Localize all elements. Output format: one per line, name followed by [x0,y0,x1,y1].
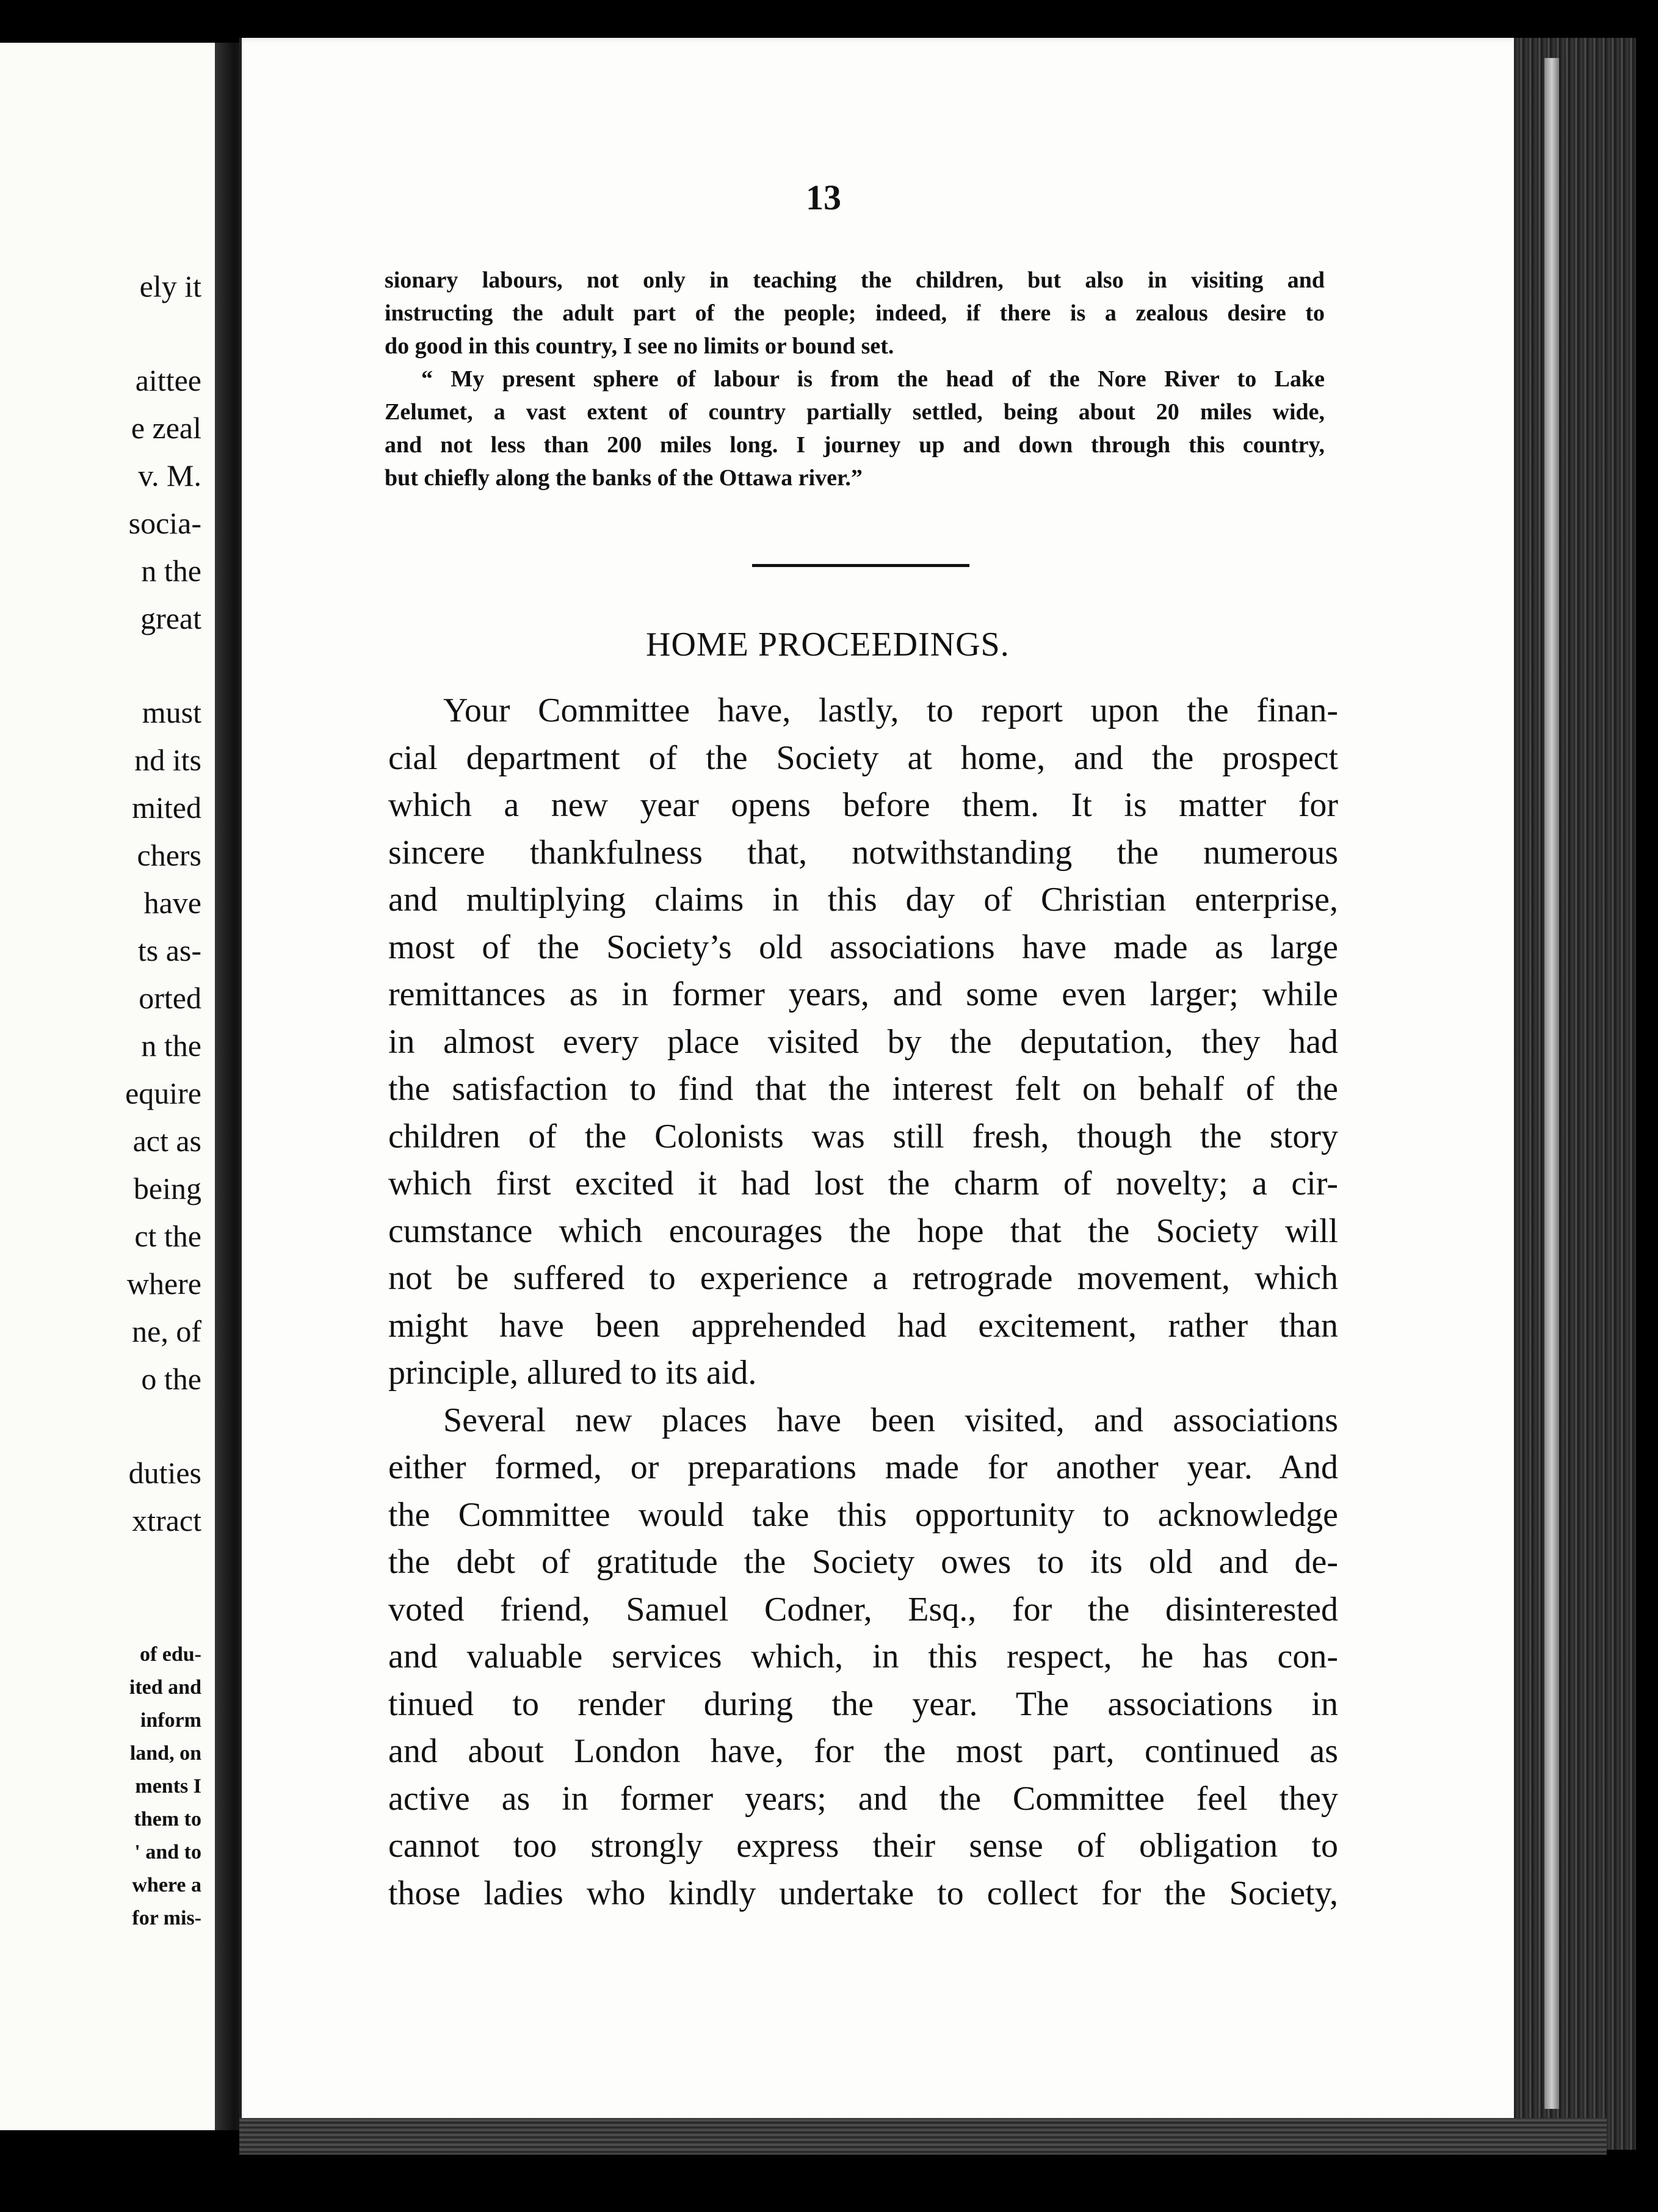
body-line: tinued to render during the year. The associations in [388,1685,1338,1723]
body-line: cannot too strongly express their sense of obligation to [388,1827,1338,1865]
extract-line: instructing the adult part of the people; indeed, if there is a zealous desire to [385,300,1325,326]
extract-line: but chiefly along the banks of the Ottawa river.” [385,465,863,491]
left-page-line: mited [132,790,201,825]
left-page-line: great [140,601,201,635]
body-line: remittances as in former years, and some even larger; while [388,975,1338,1013]
left-page-line: o the [141,1362,201,1396]
left-page-line: duties [128,1456,201,1490]
left-page-line: inform [140,1709,201,1732]
body-line: cial department of the Society at home, and the prospect [388,739,1338,777]
body-line: which a new year opens before them. It is matter for [388,786,1338,824]
body-line: might have been apprehended had excitement, rather than [388,1306,1338,1345]
left-page-line: land, on [129,1742,201,1765]
body-line: not be suffered to experience a retrograde movement, which [388,1259,1338,1297]
body-line: the satisfaction to find that the interest felt on behalf of the [388,1070,1338,1108]
left-page-line: ited and [129,1676,201,1699]
body-line: either formed, or preparations made for another year. And [388,1448,1338,1486]
left-page-line: act as [132,1124,201,1158]
left-page-line: ne, of [132,1314,201,1348]
left-page-line: orted [139,981,201,1015]
body-line: the debt of gratitude the Society owes to its old and de- [388,1543,1338,1581]
body-line: principle, allured to its aid. [388,1354,757,1392]
left-page-line: v. M. [138,458,201,493]
page-stack-edge [1514,38,1636,2150]
left-page-line: ments I [135,1775,201,1798]
left-page-line: aittee [135,363,201,397]
left-page-line: where [126,1267,201,1301]
body-line: and about London have, for the most part, continued as [388,1732,1338,1770]
body-line: Several new places have been visited, and associations [443,1401,1338,1439]
left-page-line: socia- [128,506,201,540]
body-line: active as in former years; and the Committee feel they [388,1779,1338,1818]
left-page-line: ' and to [134,1841,201,1863]
body-line: the Committee would take this opportunity to acknowledge [388,1495,1338,1534]
body-line: most of the Society’s old associations have made as large [388,928,1338,966]
left-page-line: nd its [134,743,201,777]
left-page-line: ts as- [137,933,201,967]
left-page-line: ct the [134,1219,201,1253]
extract-line: Zelumet, a vast extent of country partially settled, being about 20 miles wide, [385,399,1325,425]
left-page-line: chers [137,838,201,872]
left-page-line: being [133,1171,201,1205]
body-line: those ladies who kindly undertake to collect for the Society, [388,1874,1338,1912]
left-page-line: must [142,695,201,729]
body-line: and valuable services which, in this respect, he has con- [388,1638,1338,1675]
body-line: voted friend, Samuel Codner, Esq., for the disinterested [388,1590,1338,1628]
page-bottom-edge [239,2118,1607,2155]
left-page-line: where a [132,1874,201,1896]
left-page-line: xtract [132,1503,201,1538]
body-line: and multiplying claims in this day of Christian enterprise, [388,881,1338,919]
left-page-line: n the [141,1028,201,1063]
body-line: cumstance which encourages the hope that the Society will [388,1212,1338,1250]
left-page-line: ely it [139,269,201,303]
body-line: which first excited it had lost the charm of novelty; a cir- [388,1165,1338,1202]
page-number: 13 [806,178,841,217]
body-line: in almost every place visited by the deputation, they had [388,1022,1338,1061]
body-line: children of the Colonists was still fresh, though the story [388,1117,1338,1155]
left-page-line: equire [125,1076,201,1110]
letter-extract [385,264,1325,494]
extract-line: sionary labours, not only in teaching the children, but also in visiting and [385,267,1325,293]
left-page-line: them to [134,1808,201,1831]
extract-line: do good in this country, I see no limits or bound set. [385,333,894,359]
left-page-line: have [143,886,201,920]
page-stack-highlight [1544,58,1559,2109]
body-line: sincere thankfulness that, notwithstanding the numerous [388,833,1338,872]
left-facing-page [0,43,220,2130]
section-divider-rule [752,564,969,567]
section-heading: HOME PROCEEDINGS. [646,626,1010,663]
extract-line: and not less than 200 miles long. I journey up and down through this country, [385,432,1325,458]
body-line: Your Committee have, lastly, to report upon the finan- [443,692,1338,729]
left-page-line: of edu- [139,1643,201,1666]
left-page-line: e zeal [131,411,201,445]
left-page-line: for mis- [132,1907,201,1929]
extract-line: “ My present sphere of labour is from the head of the Nore River to Lake [421,366,1325,392]
left-page-line: n the [141,554,201,588]
body-text [388,687,1338,1917]
